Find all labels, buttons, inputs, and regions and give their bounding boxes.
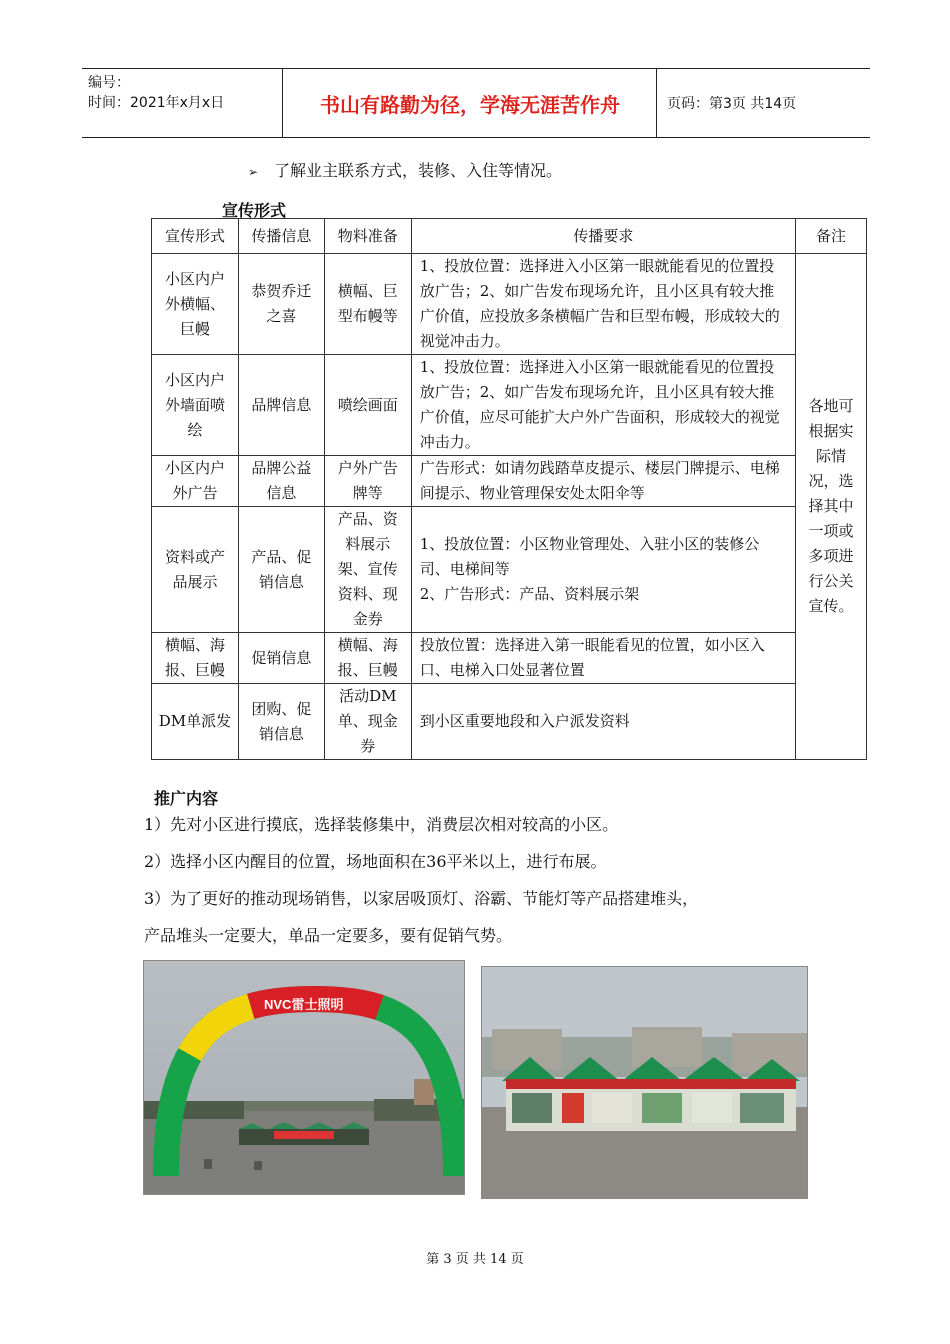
table-row: [152, 355, 867, 456]
col-header: 传播信息: [238, 219, 324, 254]
page-footer: 第 3 页 共 14 页: [426, 1252, 524, 1267]
cell-info: 品牌公益信息: [238, 456, 324, 507]
cell-req: 1、投放位置：选择进入小区第一眼就能看见的位置投放广告；2、如广告发布现场允许，且小区具有较大推广价值，应投放多条横幅广告和巨型布幔，形成较大的视觉冲击力。: [411, 254, 795, 355]
cell-req-line: 1、投放位置：小区物业管理处、入驻小区的装修公司、电梯间等: [419, 535, 760, 578]
bullet-text: 了解业主联系方式，装修、入住等情况。: [274, 161, 563, 180]
promo-table: [151, 218, 867, 760]
header-meta: [82, 69, 283, 137]
cell-form: 小区内户外墙面喷绘: [152, 355, 239, 456]
table-row: [152, 254, 867, 355]
photo-inflatable-arch: [143, 960, 465, 1195]
table-row: [152, 684, 867, 760]
photo-promo-tents: [481, 966, 808, 1199]
cell-req: 广告形式：如请勿践踏草皮提示、楼层门牌提示、电梯间提示、物业管理保安处太阳伞等: [411, 456, 795, 507]
cell-info: 团购、促销信息: [238, 684, 324, 760]
time-label: 时间：2021年x月x日: [88, 95, 225, 111]
paragraph: 产品堆头一定要大，单品一定要多，要有促销气势。: [144, 926, 513, 945]
cell-form: 资料或产品展示: [152, 507, 239, 633]
cell-info: 品牌信息: [238, 355, 324, 456]
cell-material: 横幅、巨型布幔等: [324, 254, 411, 355]
header-page-info: 页码：第3页 共14页: [667, 96, 797, 112]
cell-material: 产品、资料展示架、宣传资料、现金券: [324, 507, 411, 633]
cell-material: 活动DM单、现金券: [324, 684, 411, 760]
cell-material: 喷绘画面: [324, 355, 411, 456]
arch-logo-text: NVC雷士照明: [264, 997, 344, 1012]
cell-form: 小区内户外横幅、巨幔: [152, 254, 239, 355]
cell-material: 户外广告牌等: [324, 456, 411, 507]
col-header: 传播要求: [411, 219, 795, 254]
cell-req: 投放位置：选择进入第一眼能看见的位置，如小区入口、电梯入口处显著位置: [411, 633, 795, 684]
table-row: [152, 633, 867, 684]
cell-note: 各地可根据实际情况，选择其中一项或多项进行公关宣传。: [796, 254, 867, 760]
cell-form: 横幅、海报、巨幔: [152, 633, 239, 684]
table-row: [152, 507, 867, 633]
header-motto: 书山有路勤为径，学海无涯苦作舟: [284, 69, 657, 137]
cell-req: 1、投放位置：选择进入小区第一眼就能看见的位置投放广告；2、如广告发布现场允许，且小区具有较大推广价值，应尽可能扩大户外广告面积，形成较大的视觉冲击力。: [411, 355, 795, 456]
col-header: 备注: [796, 219, 867, 254]
cell-req-line: 2、广告形式：产品、资料展示架: [419, 585, 640, 603]
table-row: [152, 456, 867, 507]
cell-info: 促销信息: [238, 633, 324, 684]
col-header: 物料准备: [324, 219, 411, 254]
cell-req: 到小区重要地段和入户派发资料: [411, 684, 795, 760]
section-title-promo-content: 推广内容: [154, 789, 219, 808]
paragraph: 3）为了更好的推动现场销售，以家居吸顶灯、浴霸、节能灯等产品搭建堆头，: [144, 889, 699, 908]
number-label: 编号：: [88, 75, 130, 91]
cell-material: 横幅、海报、巨幔: [324, 633, 411, 684]
cell-info: 恭贺乔迁之喜: [238, 254, 324, 355]
cell-form: 小区内户外广告: [152, 456, 239, 507]
bullet-item: [248, 158, 562, 181]
cell-req: [411, 507, 795, 633]
col-header: 宣传形式: [152, 219, 239, 254]
page-header: [82, 68, 870, 138]
section-title-promo-forms: 宣传形式: [222, 201, 287, 220]
cell-form: DM单派发: [152, 684, 239, 760]
cell-info: 产品、促销信息: [238, 507, 324, 633]
table-header-row: [152, 219, 867, 254]
paragraph: 2）选择小区内醒目的位置，场地面积在36平米以上，进行布展。: [144, 852, 607, 871]
paragraph: 1）先对小区进行摸底，选择装修集中，消费层次相对较高的小区。: [144, 815, 619, 834]
arrow-bullet-icon: ➢: [248, 165, 259, 179]
